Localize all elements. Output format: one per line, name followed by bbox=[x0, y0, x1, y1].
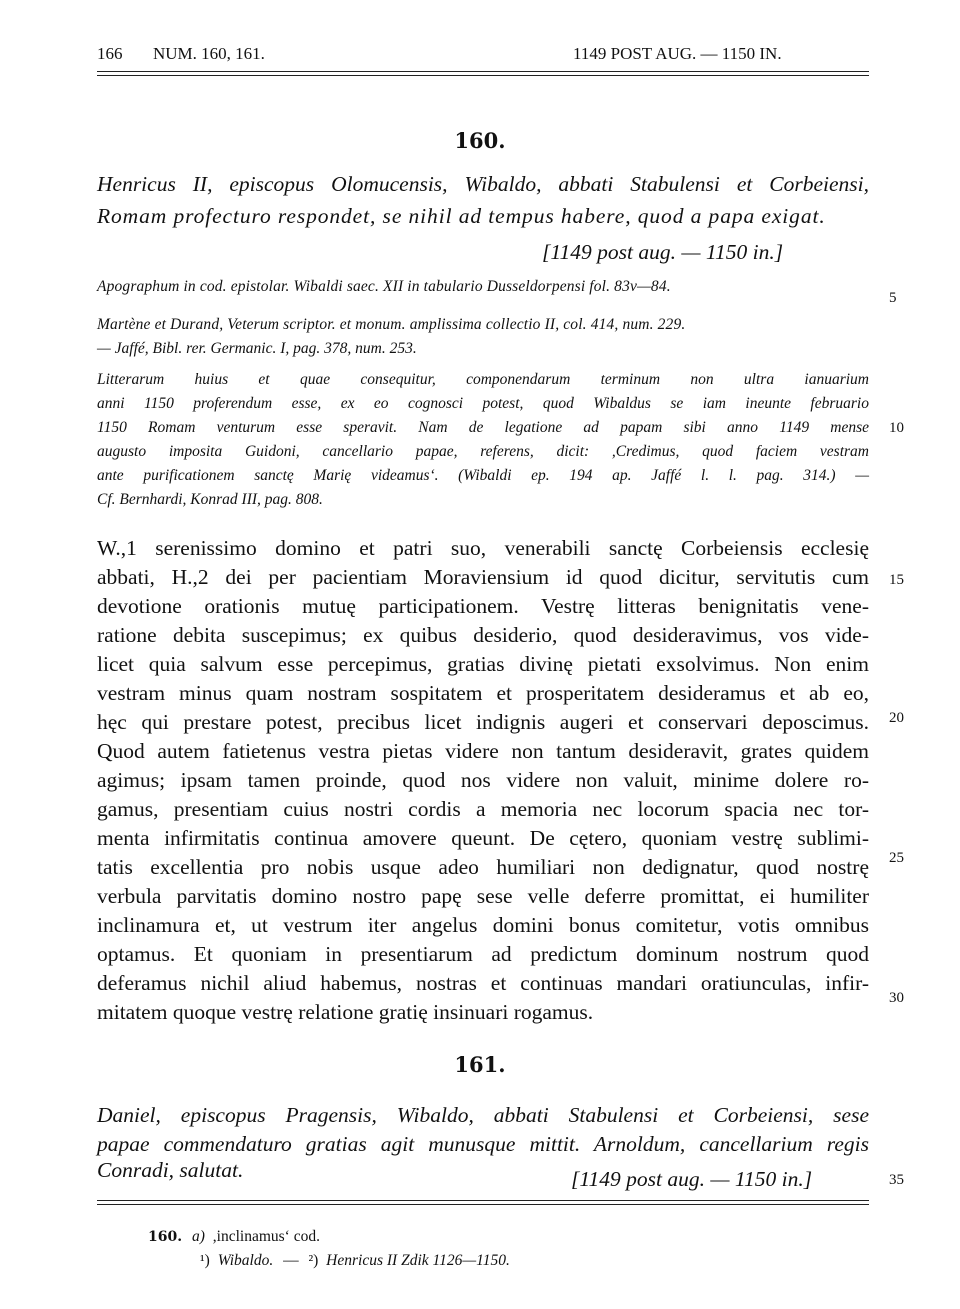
document-number-161: 161. bbox=[454, 1052, 506, 1077]
margin-line-number: 25 bbox=[889, 850, 904, 866]
text-line: inclinamura et, ut vestrum iter angelus domini bonus comitetur, votis omnibus bbox=[97, 913, 869, 937]
header-rule bbox=[97, 75, 869, 76]
footnote-text: Wibaldo. bbox=[217, 1252, 274, 1269]
text-line: devotione orationis mutuę participationem. Vestrę litteras benignitatis vene- bbox=[97, 594, 869, 618]
margin-line-number: 30 bbox=[889, 990, 904, 1006]
text-line: tatis excellentia pro nobis usque adeo humiliari non dedignatur, quod nostrę bbox=[97, 855, 869, 879]
text-line: gamus, presentiam cuius nostri cordis a memoria nec locorum spacia nec tor- bbox=[97, 797, 869, 821]
text-line: deferamus nichil aliud habemus, nostras et continuas mandari oratiunculas, infir- bbox=[97, 971, 869, 995]
text-line: verbula parvitatis domino nostro papę sese velle deferre promittat, ei humiliter bbox=[97, 884, 869, 908]
footnote-text: Henricus II Zdik 1126—1150. bbox=[326, 1252, 510, 1269]
note-line: Cf. Bernhardi, Konrad III, pag. 808. bbox=[97, 491, 323, 508]
note-line: ante purificationem sanctę Marię videamus‘. (Wibaldi ep. 194 ap. Jaffé l. l. pag. 314.) — bbox=[97, 467, 869, 484]
regest-line: Daniel, episcopus Pragensis, Wibaldo, abbati Stabulensi et Corbeiensi, sese bbox=[97, 1103, 869, 1127]
note-line: — Jaffé, Bibl. rer. Germanic. I, pag. 378, num. 253. bbox=[97, 340, 417, 357]
margin-line-number: 20 bbox=[889, 710, 904, 726]
text-line: vestram minus quam nostram sospitatem et prosperitatem desideramus et ab eo, bbox=[97, 681, 869, 705]
footnote-separator: — bbox=[283, 1252, 299, 1269]
document-date: [1149 post aug. — 1150 in.] bbox=[542, 240, 784, 264]
margin-line-number: 10 bbox=[889, 420, 904, 436]
document-number-160: 160. bbox=[454, 128, 506, 153]
margin-line-number: 15 bbox=[889, 572, 904, 588]
footnote-text: ,inclinamus‘ cod. bbox=[212, 1228, 320, 1245]
text-line: licet quia salvum esse percepimus, gratias divinę pietati exsolvimus. Non enim bbox=[97, 652, 869, 676]
margin-line-number: 35 bbox=[889, 1172, 904, 1188]
note-line: Martène et Durand, Veterum scriptor. et monum. amplissima collectio II, col. 414, num. 229. bbox=[97, 316, 686, 333]
text-line: optamus. Et quoniam in presentiarum ad predictum dominum nostrum quod bbox=[97, 942, 869, 966]
footnote-rule bbox=[97, 1200, 869, 1201]
running-header bbox=[97, 44, 869, 70]
text-line: mitatem quoque vestrę relatione gratię insinuari rogamus. bbox=[97, 1000, 594, 1024]
margin-line-number: 5 bbox=[889, 290, 897, 306]
note-line: Apographum in cod. epistolar. Wibaldi saec. XII in tabulario Dusseldorpensi fol. 83v—84. bbox=[97, 278, 671, 295]
note-line: 1150 Romam venturum esse speravit. Nam de legatione ad papam sibi anno 1149 mense bbox=[97, 419, 869, 436]
text-line: menta infirmitatis continua amovere queunt. De cętero, quoniam vestrę sublimi- bbox=[97, 826, 869, 850]
footnote-reference: 160. bbox=[148, 1229, 183, 1245]
footnote-160-numbers bbox=[200, 1252, 510, 1270]
text-line: W.,1 serenissimo domino et patri suo, venerabili sanctę Corbeiensis ecclesię bbox=[97, 536, 869, 560]
text-line: Quod autem fatietenus vestra pietas videre non tantum desideravit, grates quidem bbox=[97, 739, 869, 763]
footnote-mark: ¹) bbox=[200, 1252, 210, 1269]
note-line: augusto imposita Guidoni, cancellario papae, referens, dicit: ,Credimus, quod faciem vestram bbox=[97, 443, 869, 460]
note-line: anni 1150 proferendum esse, ex eo cognosci potest, quod Wibaldus se iam ineunte februario bbox=[97, 395, 869, 412]
text-line: abbati, H.,2 dei per pacientiam Moraviensium id quod dicitur, servitutis cum bbox=[97, 565, 869, 589]
text-line: agimus; ipsam tamen proinde, quod nos videre non valuit, minime dolere ro- bbox=[97, 768, 869, 792]
regest-line: Henricus II, episcopus Olomucensis, Wibaldo, abbati Stabulensi et Corbeiensi, bbox=[97, 172, 869, 196]
regest-line: Conradi, salutat. bbox=[97, 1158, 244, 1182]
footnote-mark: a) bbox=[191, 1228, 205, 1245]
page-number: 166 bbox=[97, 44, 123, 63]
header-date-range: 1149 POST AUG. — 1150 IN. bbox=[573, 44, 782, 63]
footnote-rule bbox=[97, 1204, 869, 1205]
footnote-mark: ²) bbox=[308, 1252, 319, 1269]
header-rule bbox=[97, 71, 869, 72]
footnote-160-a bbox=[148, 1228, 320, 1246]
regest-line: Romam profecturo respondet, se nihil ad tempus habere, quod a papa exigat. bbox=[97, 204, 826, 228]
regest-line: papae commendaturo gratias agit munusque mittit. Arnoldum, cancellarium regis bbox=[97, 1132, 869, 1156]
text-line: hęc qui prestare potest, precibus licet indignis augeri et conservari deposcimus. bbox=[97, 710, 869, 734]
document-date: [1149 post aug. — 1150 in.] bbox=[571, 1167, 813, 1191]
note-line: Litterarum huius et quae consequitur, componendarum terminum non ultra ianuarium bbox=[97, 371, 869, 388]
text-line: ratione debita suscepimus; ex quibus desiderio, quod desideravimus, vos vide- bbox=[97, 623, 869, 647]
header-section: NUM. 160, 161. bbox=[153, 44, 265, 63]
